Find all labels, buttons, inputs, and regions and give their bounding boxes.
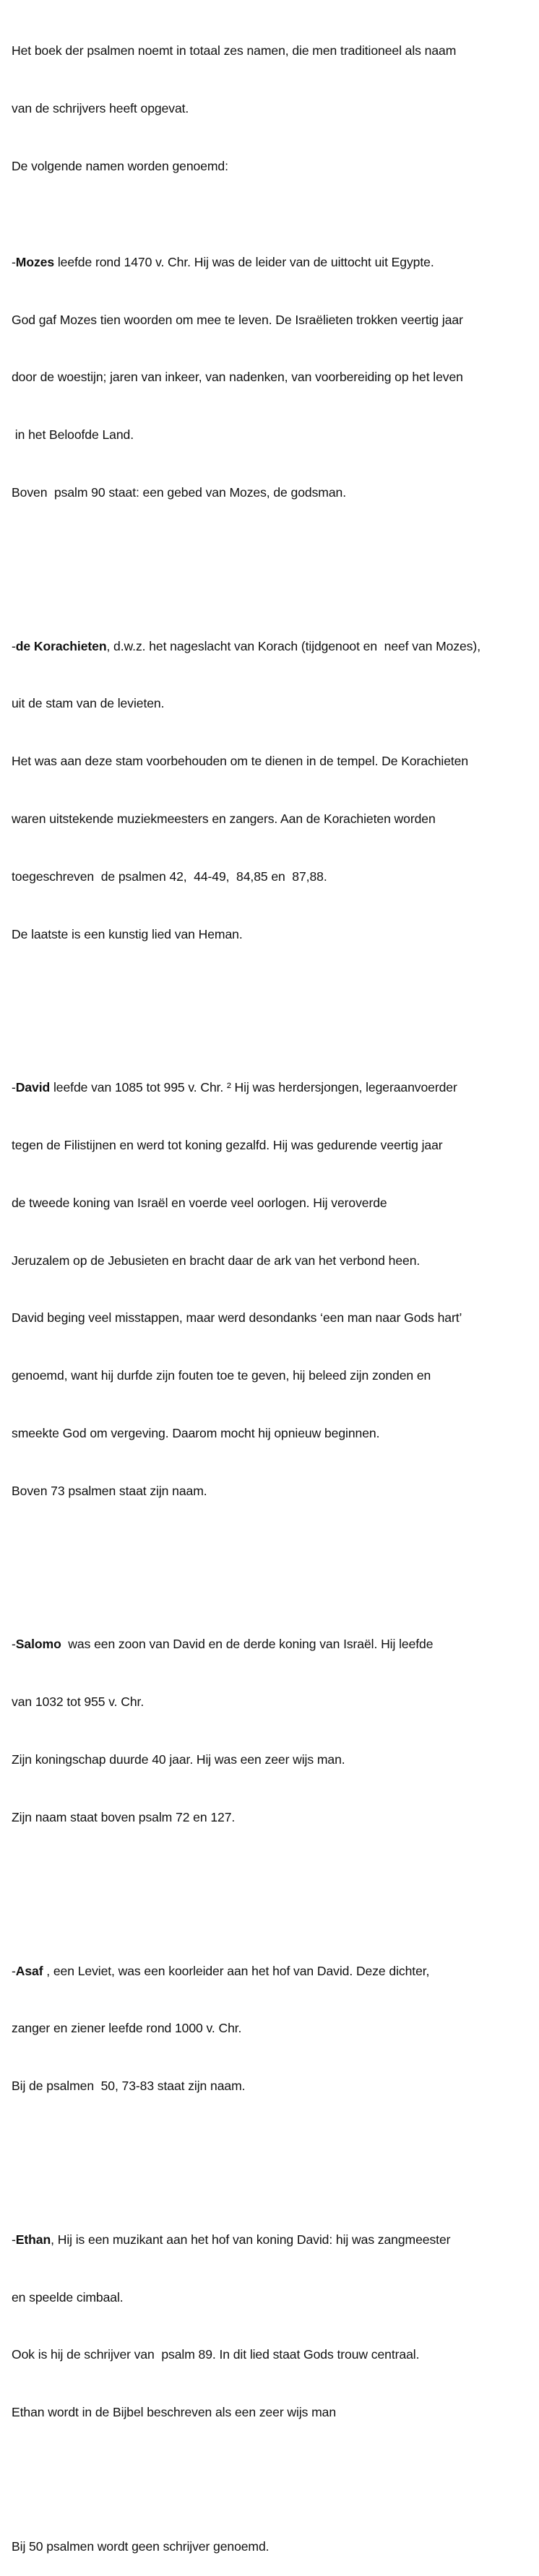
paragraph-gap: [12, 2134, 538, 2154]
section-line: Zijn naam staat boven psalm 72 en 127.: [12, 1809, 236, 1824]
section-heading-line: [12, 2230, 538, 2250]
section-line: God gaf Mozes tien woorden om mee te leven. De Israëlieten trokken veertig jaar: [12, 312, 463, 327]
section-text: , Hij is een muzikant aan het hof van koning David: hij was zangmeester: [51, 2232, 451, 2247]
section-line: David beging veel misstappen, maar werd desondanks ‘een man naar Gods hart’: [12, 1310, 462, 1326]
section-line: en speelde cimbaal.: [12, 2289, 124, 2305]
list-dash: -: [12, 638, 16, 653]
closing-line: Bij 50 psalmen wordt geen schrijver genoemd.: [12, 2539, 270, 2554]
intro-line: De volgende namen worden genoemd:: [12, 158, 228, 173]
section-line: tegen de Filistijnen en werd tot koning gezalfd. Hij was gedurende veertig jaar: [12, 1138, 443, 1153]
author-name: Ethan: [15, 2232, 51, 2247]
section-line: genoemd, want hij durfde zijn fouten toe te geven, hij beleed zijn zonden en: [12, 1368, 431, 1383]
section-line: Jeruzalem op de Jebusieten en bracht daar de ark van het verbond heen.: [12, 1253, 421, 1268]
author-name: Salomo: [15, 1637, 61, 1652]
list-dash: -: [12, 254, 16, 269]
section-line: Zijn koningschap duurde 40 jaar. Hij was een zeer wijs man.: [12, 1752, 345, 1767]
section-text: leefde rond 1470 v. Chr. Hij was de leider van de uittocht uit Egypte.: [54, 254, 434, 269]
author-name: Mozes: [15, 254, 55, 269]
paragraph-gap: [12, 1866, 538, 1885]
section-text: leefde van 1085 tot 995 v. Chr. ² Hij was herdersjongen, legeraanvoerder: [50, 1080, 457, 1095]
list-dash: -: [12, 1637, 16, 1652]
section-line: De laatste is een kunstig lied van Heman.: [12, 926, 243, 941]
paragraph-gap: [12, 2460, 538, 2480]
section-heading-line: [12, 1962, 538, 1981]
author-name: David: [15, 1080, 51, 1095]
section-text: , d.w.z. het nageslacht van Korach (tijdgenoot en neef van Mozes),: [106, 638, 480, 653]
section-heading-line: [12, 253, 538, 272]
section-heading-line: [12, 1635, 538, 1654]
section-line: Ethan wordt in de Bijbel beschreven als een zeer wijs man: [12, 2405, 337, 2420]
intro-line: Het boek der psalmen noemt in totaal zes namen, die men traditioneel als naam: [12, 43, 457, 58]
list-dash: -: [12, 1080, 16, 1095]
paragraph-gap: [12, 982, 538, 1001]
author-name: Asaf: [15, 1963, 43, 1978]
section-line: Boven psalm 90 staat: een gebed van Mozes, de godsman.: [12, 484, 346, 500]
author-name: de Korachieten: [15, 638, 107, 653]
paragraph-gap: [12, 541, 538, 560]
section-line: in het Beloofde Land.: [12, 427, 134, 443]
section-line: Ook is hij de schrijver van psalm 89. In dit lied staat Gods trouw centraal.: [12, 2347, 420, 2362]
section-line: Bij de psalmen 50, 73-83 staat zijn naam.: [12, 2079, 246, 2094]
section-text: was een zoon van David en de derde koning van Israël. Hij leefde: [61, 1637, 434, 1652]
paragraph-gap: [12, 1539, 538, 1559]
section-line: uit de stam van de levieten.: [12, 696, 165, 711]
document-body: [12, 3, 538, 2576]
section-line: waren uitstekende muziekmeesters en zangers. Aan de Korachieten worden: [12, 811, 436, 826]
section-text: , een Leviet, was een koorleider aan het hof van David. Deze dichter,: [43, 1963, 430, 1978]
list-dash: -: [12, 1963, 16, 1978]
list-dash: -: [12, 2232, 16, 2247]
section-heading-line: [12, 637, 538, 656]
section-line: zanger en ziener leefde rond 1000 v. Chr.: [12, 2021, 242, 2036]
intro-line: van de schrijvers heeft opgevat.: [12, 100, 189, 116]
section-line: toegeschreven de psalmen 42, 44-49, 84,85 en 87,88.: [12, 869, 327, 884]
section-heading-line: [12, 1078, 538, 1097]
section-line: door de woestijn; jaren van inkeer, van nadenken, van voorbereiding op het leven: [12, 370, 463, 385]
section-line: Het was aan deze stam voorbehouden om te dienen in de tempel. De Korachieten: [12, 754, 469, 769]
section-line: de tweede koning van Israël en voerde veel oorlogen. Hij veroverde: [12, 1195, 387, 1210]
section-line: van 1032 tot 955 v. Chr.: [12, 1694, 145, 1710]
section-line: Boven 73 psalmen staat zijn naam.: [12, 1483, 207, 1498]
section-line: smeekte God om vergeving. Daarom mocht hij opnieuw beginnen.: [12, 1425, 380, 1440]
